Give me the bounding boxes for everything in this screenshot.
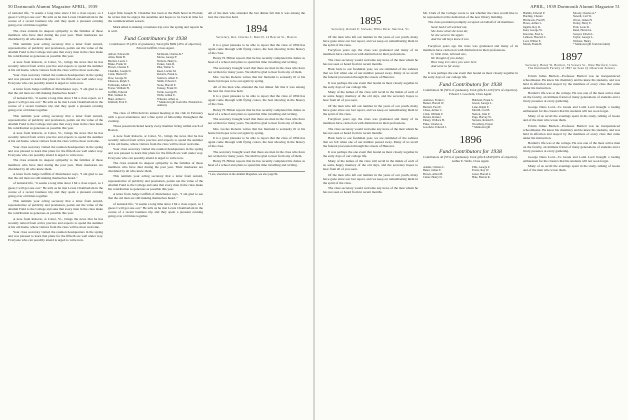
- contributor-name: Bartlett, Fred E.: [423, 104, 442, 109]
- contributor-list: [423, 99, 518, 130]
- contributor-name: Baker, James E.: [423, 168, 442, 173]
- paragraph: Fortyfour years ago the class was graduated and many of its members have carried on with distinction in their professions.: [423, 43, 518, 52]
- contributor-name: Roberts, Frank A.: [157, 72, 178, 77]
- left-running-head: 50 Dartmouth Alumni Magazine APRIL, 1939: [8, 4, 98, 9]
- contributor-name: Chase, Arthur C.: [423, 108, 443, 113]
- left-page: [0, 0, 313, 420]
- paragraph: It was perhaps the one event that bound us most closely together in the early days of our college life.: [323, 149, 418, 158]
- paragraph: Hark back to our freshman year, we are reminded of the sadness that we felt when one of our number passed away. Many of us recall the funeral procession through the streets of Hanover.: [323, 136, 418, 149]
- paragraph: A letter from Judge Griffith of Manchester says, "I am glad to see that the old men are still making themselves heard.": [8, 86, 103, 95]
- contributor-name: Smith, Edward J.: [157, 79, 177, 84]
- contributor-name: Foster, William H.: [108, 86, 130, 91]
- contributor-name: Ingalls, Roy D.: [523, 24, 541, 29]
- contributor-name: Webster, Henry: [573, 38, 591, 43]
- contributor-name: Adams, Charles C.: [423, 164, 445, 169]
- paragraph: Henry H. Hilton reports that he has recently completed his duties as head of a school and plans to spend his time travelling and writing.: [208, 107, 305, 116]
- poem-verse: [431, 26, 518, 42]
- paragraph: The secretary brought word that there are men in the class who have not written for many years. We shall be glad to hear from any of them.: [208, 65, 305, 74]
- paragraph: Edwin Julius Bartlett—Professor Bartlett was no inexperienced schoolmaster. He knew his chemistry and he knew his students, and was held in affection and respect by the members of every class that came under his instruction.: [523, 123, 620, 140]
- contributor-name: Hubbard, Frank S.: [472, 97, 494, 102]
- paragraph: of national life, "it seems a long time since I hit a class report, so I guess I will get one out." He tells us he met Lewis Chamberlain in the course of a recent business trip and they spent a pleasant evening going over old times together.: [108, 201, 203, 218]
- paragraph: It was perhaps the one event that bound us most closely together in the early days of our college life.: [423, 70, 518, 79]
- paragraph: The secretary brought word that there are men in the class who have not written for many years. We shall be glad to hear from any of them.: [208, 117, 305, 126]
- contributor-name: Fiske, Charles A.: [423, 121, 443, 126]
- contributor-column: [523, 12, 570, 47]
- fund-contributors-heading: Fund Contributors for 1938: [124, 35, 187, 42]
- contributor-name: Wells, Arthur E.: [157, 93, 176, 98]
- left-column-2: [108, 11, 203, 413]
- paragraph: The class president promptly accepted on behalf of all members.: [428, 20, 515, 25]
- paragraph: Mrs. Lucius Roberts writes that her husband is seriously ill at his home but hopes to be out again by spring.: [208, 75, 305, 84]
- paragraph: The class secretary would welcome any news of the men whom he has not seen or heard from in recent months.: [323, 126, 418, 135]
- paragraph: Many of the names of the class will recall in the minds of each of us some happy memory of the old days, and the secretary hopes to hear from all of you soon.: [323, 159, 418, 172]
- paragraph: Fortyfour years ago the class was graduated and many of its members have carried on with distinction in their professions.: [323, 48, 418, 57]
- contributor-name: Allen, Mark B.: [108, 55, 126, 60]
- paragraph: Many of the names of the class will recall in the minds of each of us some happy memory of the old days, and the secretary hopes to hear from all of you soon.: [323, 90, 418, 103]
- paragraph: Mrs. Lucius Roberts writes that her husband is seriously ill at his home but hopes to be out again by spring.: [208, 126, 305, 135]
- contributor-name: Kimball, Fred E.: [108, 99, 128, 104]
- paragraph: This reminds your acting secretary that a letter from Arnold, representative of publicity and promotion, points out the value of the Alumni Fund to the College and asks that every man in the class make his contribution as generous as possible this year.: [8, 42, 103, 59]
- contributor-name: Stevens, Roland E.: [472, 118, 494, 123]
- paragraph: Mr. Clark of the College wrote to ask whether the class would like to be represented at the dedication of the new library building.: [423, 11, 518, 20]
- paragraph: Legal firm Joseph N. Chandler has been at the Bath hotel in Florida; he writes that he enjoys the sunshine and hopes to be back in time for the commencement season.: [108, 11, 203, 24]
- paragraph: of national life, "it seems a long time since I hit a class report, so I guess I will get one out." He tells us he met Lewis Chamberlain in the course of a recent business trip and they spent a pleasant evening going over old times together.: [8, 181, 103, 198]
- left-column-3: [208, 11, 305, 413]
- paragraph: Your class secretary visited the reunion headquarters in the spring and was pleased to learn that plans for the fiftieth are well under way. Everyone who can possibly attend is urged to write now.: [8, 144, 103, 158]
- class-secretary-line: Secretary, Henry W. Bartlett, 74 Sowers St., West Hartford, Conn. The Dartmouth Faculty of 1897 As Seen by Observant Seniors: [525, 62, 618, 71]
- contributor-column: [423, 99, 469, 130]
- paragraph: Your class secretary visited the reunion headquarters in the spring and was pleased to learn that plans for the fiftieth are well under way. Everyone who can possibly attend is urged to write now.: [108, 147, 203, 160]
- contributor-name: Andrews, Frank C.: [423, 97, 445, 102]
- contributor-name: Brown, Charles F.: [108, 65, 129, 70]
- contributor-name: Lane, Ralph E.: [472, 104, 490, 109]
- contributor-column: [472, 99, 518, 130]
- paragraph: The class of 1894 held its annual meeting at the club in February with a good attendance and a fine spirit of fellowship throughout the evening.: [108, 110, 203, 123]
- contributor-name: Bartlett, Lewis J.: [108, 58, 128, 63]
- contributor-name: Hamlin, Edward P.: [523, 11, 545, 15]
- paragraph: Henry H. Hilton reports that he has recently completed his duties as head of a school and plans to spend his time travelling and writing.: [208, 159, 305, 168]
- contributor-name: Nelson, John P.: [472, 111, 490, 116]
- paragraph: George Dana Lord—To Greek and Latin Lord brought a lasting enthusiasm for the classics that his students will not soon forget.: [523, 154, 620, 163]
- paragraph: Hark back to our freshman year, we are reminded of the sadness that we felt when one of our number passed away. Many of us recall the funeral procession through the streets of Hanover.: [323, 67, 418, 80]
- verse-line: O, little John, beloved one,: [431, 52, 467, 57]
- contributor-name: Newell, Carl W.: [573, 14, 592, 19]
- contributor-name: Dexter, Roland: [423, 115, 441, 120]
- contributor-name: Grant, Harold L.: [472, 171, 492, 176]
- paragraph: Of the men who left our number in the years of our youth, many have gone since our last report, and we keep on remembering them in the spirit of the class.: [323, 172, 418, 185]
- contributor-column: [472, 166, 518, 180]
- contributor-list: [423, 166, 518, 180]
- contributor-name: Griffith, Edward: [108, 89, 128, 94]
- contributor-name: Marsh, Frank H.: [523, 42, 543, 47]
- contributor-name: Clark, Herbert P.: [108, 72, 128, 77]
- contributor-column: [157, 53, 203, 108]
- contributor-name: Tuttle, George H.: [157, 89, 178, 94]
- contributor-name: Olcott, James H.: [573, 17, 593, 22]
- paragraph: Fortyfour years ago the class was graduated and many of its members have carried on with distinction in their professions.: [323, 117, 418, 126]
- contributor-name: Harding, Chester: [523, 14, 543, 19]
- contributor-name: Lamson, Howard C.: [523, 35, 547, 40]
- contributor-name: Sanborn, Albert E.: [157, 75, 179, 80]
- contributor-list: [108, 53, 203, 108]
- contributor-name: Hale, Burton R.: [472, 175, 491, 180]
- contributor-name: Page, Harvey W.: [472, 115, 492, 120]
- paragraph: Your class secretary visited the reunion headquarters in the spring and was pleased to learn that plans for the fiftieth are well under way. Everyone who can possibly attend is urged to write now.: [8, 73, 103, 86]
- right-running-head: APRIL, 1939 Dartmouth Alumni Magazine 51: [530, 4, 620, 9]
- contributor-name: * Memorial gift: [472, 125, 491, 130]
- contributor-name: Hunt, Arthur C.: [108, 96, 127, 101]
- contributor-name: Perley, Harry E.: [573, 21, 592, 26]
- paragraph: Of the men who left our number in the years of our youth, many have gone since our last report, and we keep on remembering them in the spirit of the class.: [323, 34, 418, 47]
- fund-contributors-summary: Contributors 33 (45% of graduates). Total gifts $969 (45% of objective). Edward Griffith, Class Agent.: [109, 42, 202, 50]
- paragraph: The class extends its deepest sympathy to the families of those members who have died during the past year. Their memories are cherished by all who knew them.: [8, 28, 103, 41]
- contributor-name: Merrill, Carl B.: [472, 108, 490, 113]
- contributor-name: Woodbury, Ernest: [472, 121, 493, 126]
- contributor-name: Brown, Albert H.: [423, 171, 444, 176]
- paragraph: Your class secretary visited the reunion headquarters in the spring and was pleased to learn that plans for the fiftieth are well under way. Everyone who can possibly attend is urged to write now.: [8, 230, 103, 243]
- contributor-name: McIntosh, Charles R.*: [157, 51, 184, 56]
- contributor-name: Taylor, George L.: [573, 35, 594, 40]
- contributor-name: Knowles, Fred A.: [523, 31, 544, 36]
- contributor-column: [108, 53, 154, 108]
- paragraph: A note from Roberts, at Cabot, Vt., brings the news that he has recently retired from active practice and expects to spend the summer at his old home, where visitors from the class will be most welcome.: [8, 216, 103, 229]
- contributor-name: Fairbanks, Albert S.: [108, 82, 132, 87]
- verse-line: Susie had it all worked out,: [431, 24, 468, 29]
- class-year-heading: 1894: [245, 23, 268, 36]
- contributor-name: Parker, John D.: [157, 61, 175, 66]
- contributor-name: Dow, George W.: [108, 75, 128, 80]
- contributor-name: Barker, Harold W.: [423, 101, 445, 106]
- contributor-name: Clark, William P.: [423, 111, 443, 116]
- contributor-name: Ellis, George P.: [472, 164, 490, 169]
- right-column-3: [523, 11, 620, 413]
- paragraph: All of the men who attended the last dinner felt that it was among the best the class has held.: [208, 11, 305, 20]
- paragraph: Many of us recall the evenings spent in his study, talking of books and of the men who wrote them.: [523, 114, 620, 123]
- paragraph: George Dana Lord—To Greek and Latin Lord brought a lasting enthusiasm for the classics that his students will not soon forget.: [523, 104, 620, 113]
- contributor-name: Emery, Wallace H.: [423, 118, 445, 123]
- contributor-name: Kent, George W.: [523, 28, 543, 33]
- paragraph: Those present included nearly every member living within reach of Boston.: [108, 124, 203, 133]
- paragraph: Bartlett's life was at the college. He was one of the most active men on the faculty, an intimate friend of many generations of students and a lively presence at every gathering.: [523, 141, 620, 154]
- fund-contributors-heading: Fund Contributors for 1938: [439, 148, 502, 155]
- contributor-list: [523, 12, 620, 47]
- paragraph: A note from Roberts, at Cabot, Vt., brings the news that he has recently retired from active practice and expects to spend the summer at his old home, where visitors from the class will be most welcome.: [8, 59, 103, 72]
- paragraph: Many of us recall the evenings spent in his study, talking of books and of the men who wrote them.: [523, 164, 620, 173]
- paragraph: The class extends its deepest sympathy to the families of those members who have died during the past year. Their memories are cherished by all who knew them.: [8, 158, 103, 171]
- right-page: [315, 0, 628, 420]
- contributor-column: [423, 166, 469, 180]
- paragraph: Henry H. Hilton reports that he has recently completed his duties as head of a school and plans to spend his time travelling and writing.: [208, 56, 305, 65]
- contributor-column: [573, 12, 620, 47]
- contributor-name: Abbott, Edward R.: [108, 51, 130, 56]
- left-column-1: [8, 11, 103, 413]
- paragraph: The class secretary would welcome any news of the men whom he has not seen or heard from in recent months.: [323, 186, 418, 195]
- contributor-name: Cutter, Henry D.: [423, 175, 443, 180]
- contributor-name: Blake, Frank W.: [108, 61, 127, 66]
- verse-line: And went so far away.: [431, 63, 461, 68]
- verse-line: So she went to the upper,: [431, 32, 464, 37]
- footnote: * Late, elsewhere in the Alumni Magazine, see also page 84.: [208, 171, 305, 176]
- contributor-name: Goodwin, Edward J.: [423, 125, 447, 130]
- contributor-name: Emerson, Ralph T.: [108, 79, 130, 84]
- contributor-name: * Memorial gift from his family: [573, 42, 611, 47]
- contributor-name: Moody, Charles A.*: [573, 11, 597, 15]
- contributor-name: Howe, Arthur L.: [523, 21, 543, 26]
- right-column-1: [323, 11, 418, 413]
- paragraph: This reminds your acting secretary that a letter from Arnold, representative of publicity and promotion, points out the value of the Alumni Fund to the College and asks that every man in the class make his contribution as generous as possible this year.: [8, 113, 103, 130]
- contributor-name: Hitchcock, Fred H.: [523, 17, 546, 22]
- contributor-name: Nichols, Henry L.: [157, 58, 178, 63]
- poem-verse: [431, 53, 518, 69]
- contributor-name: Hall, Samuel K.: [108, 93, 127, 98]
- paragraph: A letter from Judge Griffith of Manchester says, "I am glad to see that the old men are still making themselves heard.": [8, 171, 103, 181]
- class-year-heading: 1897: [560, 50, 583, 63]
- paragraph: of national life, "it seems a long time since I hit a class report, so I guess I will get one out." He tells us he met Lewis Chamberlain in the course of a recent business trip and they spent a pleasant evening going over old times together.: [8, 96, 103, 113]
- contributor-name: Chandler, Joseph N.: [108, 68, 132, 73]
- paragraph: Of the men who left our number in the years of our youth, many have gone since our last report, and we keep on remembering them in the spirit of the class.: [323, 103, 418, 116]
- paragraph: The class secretary would welcome any news of the men whom he has not seen or heard from in recent months.: [323, 57, 418, 66]
- contributor-name: Sawyer, Edwin L.: [573, 31, 594, 36]
- paragraph: The class extends its deepest sympathy to the families of those members who have died during the past year. Their memories are cherished by all who knew them.: [108, 160, 203, 174]
- contributor-name: Pike, Walter S.: [157, 65, 175, 70]
- paragraph: Bartlett's life was at the college. He was one of the most active men on the faculty, an intimate friend of many generations of students and a lively presence at every gathering.: [523, 91, 620, 104]
- class-secretary-line: Secretary, Rev. Charles C. Merrill, 14 Beacon St., Boston: [216, 35, 297, 40]
- paragraph: It is a great pleasure to be able to report that the class of 1894 has again come through with flying colors, the best showing in the history of the class.: [208, 136, 305, 149]
- fund-contributors-summary: Contributors 42 (55% of graduates). Total gifts $1,840 (60% of objective). Arthur E. Wells, Class Agent.: [423, 155, 518, 164]
- contributor-name: Stone, Harold P.: [157, 82, 176, 87]
- contributor-name: Jewett, George L.: [472, 101, 493, 106]
- paragraph: This reminds your acting secretary that a letter from Arnold, representative of publicity and promotion, points out the value of the Alumni Fund to the College and asks that every man in the class make his contribution as generous as possible this year.: [8, 199, 103, 216]
- contributor-name: Reed, Lucius M.: [157, 68, 177, 73]
- paragraph: Edwin Julius Bartlett—Professor Bartlett was no inexperienced schoolmaster. He knew his chemistry and he knew his students, and was held in affection and respect by the members of every class that came under his instruction.: [523, 73, 620, 90]
- paragraph: It was perhaps the one event that bound us most closely together in the early days of our college life.: [323, 80, 418, 89]
- class-secretary-line: Secretary, Roland E. Stevens, White River Junction, Vt.: [331, 27, 410, 31]
- paragraph: It is a great pleasure to be able to report that the class of 1894 has again come through with flying colors, the best showing in the history of the class.: [208, 94, 305, 107]
- contributor-name: Morse, George F.: [157, 55, 178, 60]
- paragraph: This reminds your acting secretary that a letter from Arnold, representative of publicity and promotion, points out the value of the Alumni Fund to the College and asks that every man in the class make his contribution as generous as possible this year.: [108, 174, 203, 191]
- contributor-name: Pratt, Leon D.: [573, 24, 590, 29]
- paragraph: A note from Roberts, at Cabot, Vt., brings the news that he has recently retired from active practice and expects to spend the summer at his old home, where visitors from the class will be most welcome.: [8, 131, 103, 144]
- fund-contributors-heading: Fund Contributors for 1938: [439, 81, 502, 88]
- paragraph: A letter from Judge Griffith of Manchester says, "I am glad to see that the old men are still making themselves heard.": [108, 192, 203, 201]
- paragraph: of national life, "it seems a long time since I hit a class report, so I guess I will get one out." He tells us he met Lewis Chamberlain in the course of a recent business trip and they spent a pleasant evening going over old times together.: [8, 11, 103, 28]
- right-column-2: [423, 11, 518, 413]
- contributor-name: Tenney, Frank W.: [157, 86, 178, 91]
- fund-contributors-summary: Contributors 36 (50% of graduates). Total gifts $1,120 (52% of objective). Edward J. Goodwin, Class Agent.: [423, 88, 518, 96]
- class-year-heading: 1895: [359, 15, 382, 27]
- class-year-heading: 1896: [459, 133, 482, 146]
- paragraph: It is a great pleasure to be able to report that the class of 1894 has again come through with flying colors, the best showing in the history of the class.: [208, 42, 305, 55]
- paragraph: The secretary brought word that there are men in the class who have not written for many years. We shall be glad to hear from any of them.: [208, 149, 305, 158]
- contributor-name: Rand, Harold A.: [573, 28, 592, 33]
- paragraph: A note from Roberts, at Cabot, Vt., brings the news that he has recently retired from active practice and expects to spend the summer at his old home, where visitors from the class will be most welcome.: [108, 133, 203, 146]
- verse-line: And the old boys knew it too.: [431, 36, 470, 41]
- verse-line: We thought of you today;: [431, 55, 465, 60]
- paragraph: Mark Allen is making a business trip over the spring and reports he is well.: [108, 24, 203, 33]
- contributor-name: Lord, Wilbur E.: [523, 38, 542, 43]
- contributor-name: * Memorial gift from Mrs. Elizabeth G. Anthony: [157, 99, 203, 108]
- paragraph: All of the men who attended the last dinner felt that it was among the best the class has held.: [208, 84, 305, 93]
- contributor-name: Wheeler, Albert A.: [157, 96, 179, 101]
- verse-line: How long it is since you were here: [431, 59, 477, 64]
- verse-line: She knew what she must do;: [431, 28, 469, 33]
- contributor-name: Foster, Ray W.: [472, 168, 490, 173]
